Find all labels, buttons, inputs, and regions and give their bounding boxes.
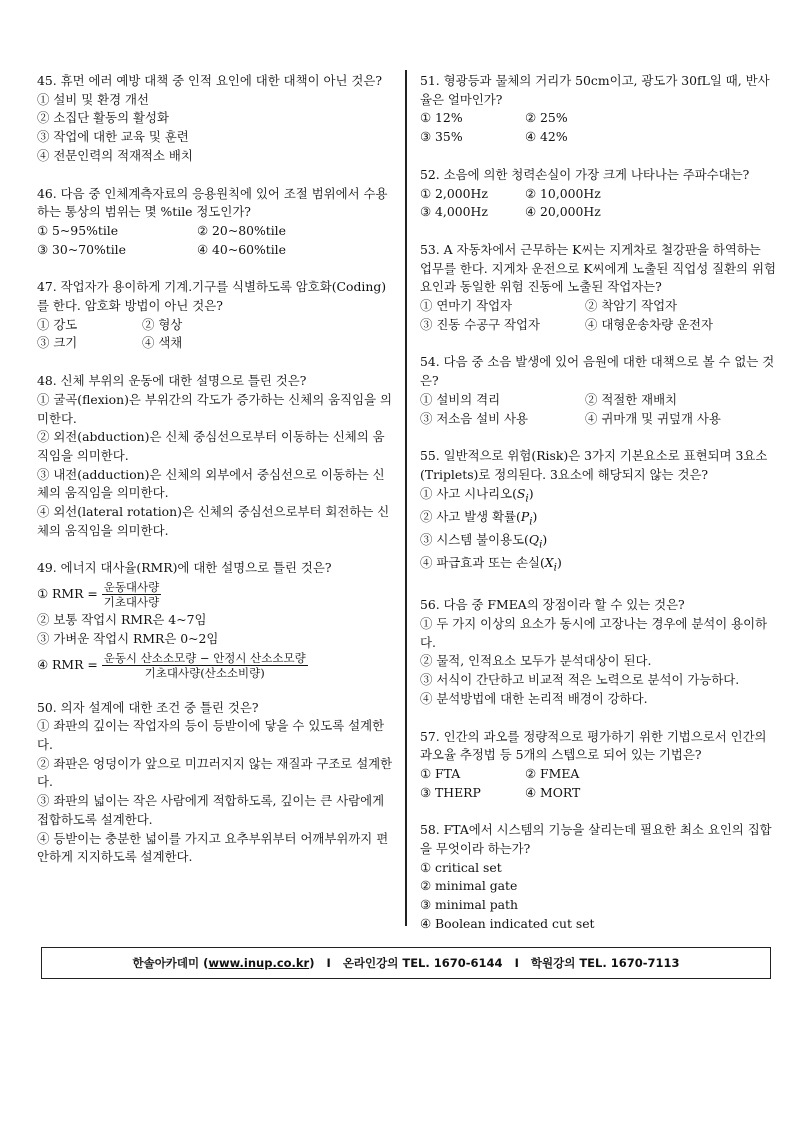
option-3: ③ 4,000Hz [420,204,488,220]
option-1: ① 강도 [37,316,78,332]
option-4: ④ 귀마개 및 귀덮개 사용 [585,410,721,426]
question-50 [37,699,393,867]
option-2: ② 보통 작업시 RMR은 4~7임 [37,612,207,628]
question-stem: 54. 다음 중 소음 발생에 있어 음원에 대한 대책으로 볼 수 없는 것은? [420,354,775,389]
question-47 [37,278,393,353]
option-1: ① critical set [420,859,502,875]
option-2: ② 외전(abduction)은 신체 중심선으로부터 이동하는 신체의 움직임을 의미한다. [37,429,385,463]
option-4: ④ 분석방법에 대한 논리적 배경이 강하다. [420,690,648,706]
option-3: ③ 진동 수공구 작업자 [420,316,540,332]
option-2: ② 좌판은 엉덩이가 앞으로 미끄러지지 않는 재질과 구조로 설계한다. [37,755,393,790]
option-3: ③ 시스템 불이용도$(Q_i)$ [420,532,548,551]
offline-phone: 학원강의 TEL. 1670-7113 [530,956,680,970]
option-1: ① 좌판의 깊이는 작업자의 등이 등받이에 닿을 수 있도록 설계한다. [37,718,385,752]
option-1: ① 5~95%tile [37,222,119,238]
fraction: $\frac{\text{운동시 산소소모량 − 안정시 산소소모량}}{\text{기초대사량(산소소비량)}}$ [103,650,306,680]
footer-bar: 한솔아카데미 (www.inup.co.kr) I 온라인강의 TEL. 1670-6144 I 학원강의 TEL. 1670-7113 [41,947,771,979]
question-57 [420,728,776,803]
option-1: ① 사고 시나리오$(S_i)$ [420,485,534,505]
option-4: ④ 20,000Hz [525,204,601,220]
option-3: ③ 35% [420,129,463,145]
option-3: ③ 저소음 설비 사용 [420,410,528,426]
question-stem: 47. 작업자가 용이하게 기계.기구를 식별하도록 암호화(Coding)를 한다. 암호화 방법이 아닌 것은? [37,279,387,314]
online-phone: 온라인강의 TEL. 1670-6144 [342,956,503,970]
question-stem: 52. 소음에 의한 청력손실이 가장 크게 나타나는 주파수대는? [420,166,750,182]
option-4: ④ 42% [525,129,568,145]
fraction: $\frac{\text{운동대사량}}{\text{기초대사량}}$ [103,580,160,610]
question-stem: 56. 다음 중 FMEA의 장점이라 할 수 있는 것은? [420,597,685,613]
question-52 [420,166,776,222]
right-column [420,72,776,953]
option-2: ② 적절한 재배치 [585,391,678,407]
question-stem: 53. A 자동차에서 근무하는 K씨는 지게차로 철강판을 하역하는 업무를 한다. 지게차 운전으로 K씨에게 노출된 직업성 질환의 위험요인과 동일한 위험 진동에 노출된 작업자는? [420,241,776,295]
option-3: ③ 가벼운 작업시 RMR은 0~2임 [37,630,219,646]
option-2: ② 형상 [142,316,183,332]
option-1: ① 연마기 작업자 [420,298,513,314]
option-2: ② 10,000Hz [525,185,601,201]
option-4: ④ MORT [525,784,581,800]
question-stem: 45. 휴먼 에러 예방 대책 중 인적 요인에 대한 대책이 아닌 것은? [37,73,382,88]
question-stem: 48. 신체 부위의 운동에 대한 설명으로 틀린 것은? [37,373,307,389]
option-3: ③ 좌판의 넓이는 작은 사람에게 적합하도록, 깊이는 큰 사람에게 접합하도록 설계한다. [37,793,385,827]
option-1: ① 설비 및 환경 개선 [37,91,149,107]
question-stem: 58. FTA에서 시스템의 기능을 살리는데 필요한 최소 요인의 집합을 무엇이라 하는가? [420,822,772,857]
question-54 [420,353,776,428]
question-stem: 49. 에너지 대사율(RMR)에 대한 설명으로 틀린 것은? [37,560,332,576]
question-58 [420,821,776,933]
website-link[interactable]: www.inup.co.kr [208,956,310,970]
question-stem: 57. 인간의 과오를 정량적으로 평가하기 위한 기법으로서 인간의 과오율 추정법 등 5개의 스텝으로 되어 있는 기법은? [420,728,767,763]
option-3: ③ 내전(adduction)은 신체의 외부에서 중심선으로 이동하는 신체의 움직임을 의미한다. [37,466,385,501]
option-3: ③ 서식이 간단하고 비교적 적은 노력으로 분석이 가능하다. [420,672,740,688]
option-1: ① 12% [420,110,463,126]
question-56 [420,596,776,708]
question-45 [37,72,393,166]
option-2: ② 물적, 인적요소 모두가 분석대상이 된다. [420,653,652,669]
option-4: ④ 색채 [142,335,183,351]
option-3: ③ 크기 [37,335,78,351]
option-3: ③ 30~70%tile [37,241,126,257]
option-3: ③ THERP [420,784,481,800]
option-3: ③ minimal path [420,897,519,913]
question-stem: 46. 다음 중 인체계측자료의 응용원칙에 있어 조절 범위에서 수용하는 통상의 범위는 몇 %tile 정도인가? [37,185,388,220]
question-stem: 50. 의자 설계에 대한 조건 중 틀린 것은? [37,699,259,715]
option-4: ④ 등받이는 충분한 넓이를 가지고 요추부위부터 어깨부위까지 편안하게 지지하도록 설계한다. [37,830,389,865]
option-4: ④ 외선(lateral rotation)은 신체의 중심선으로부터 회전하는 신체의 움직임을 의미한다. [37,504,390,538]
option-4: ④ 파급효과 또는 손실$(X_i)$ [420,555,562,574]
question-55 [420,447,776,577]
option-2: ② 소집단 활동의 활성화 [37,110,169,126]
option-2: ② minimal gate [420,878,518,894]
option-2: ② 착암기 작업자 [585,298,678,314]
option-1: ① 설비의 격리 [420,391,501,407]
option-1: ① FTA [420,765,461,781]
option-1: ① RMR = $\frac{\text{운동대사량}}{\text{기초대사량}}$ [37,580,160,610]
question-stem: 51. 형광등과 물체의 거리가 50cm이고, 광도가 30fL일 때, 반사율은 얼마인가? [420,73,770,107]
question-51 [420,72,776,147]
question-49 [37,559,393,679]
option-3: ③ 작업에 대한 교육 및 훈련 [37,129,189,145]
question-48 [37,372,393,540]
option-1: ① 두 가지 이상의 요소가 동시에 고장나는 경우에 분석이 용이하다. [420,616,768,650]
option-4: ④ 대형운송차량 운전자 [585,316,713,332]
option-4: ④ 40~60%tile [197,241,286,257]
option-2: ② 20~80%tile [197,222,286,238]
option-4: ④ RMR = $\frac{\text{운동시 산소소모량 − 안정시 산소소모량}}{\text{기초대사량(산소소비량)}}$ [37,650,306,680]
question-stem: 55. 일반적으로 위험(Risk)은 3가지 기본요소로 표현되며 3요소(Triplets)로 정의된다. 3요소에 해당되지 않는 것은? [420,448,768,482]
column-divider [405,70,407,926]
option-2: ② 25% [525,110,568,126]
option-4: ④ Boolean indicated cut set [420,915,595,931]
option-2: ② FMEA [525,765,580,781]
option-1: ① 2,000Hz [420,185,488,201]
left-column [37,72,393,886]
option-1: ① 굴곡(flexion)은 부위간의 각도가 증가하는 신체의 움직임을 의미한다. [37,391,392,426]
question-46 [37,185,393,260]
option-4: ④ 전문인력의 적재적소 배치 [37,147,193,163]
question-53 [420,241,776,335]
option-2: ② 사고 발생 확률$(P_i)$ [420,508,538,528]
